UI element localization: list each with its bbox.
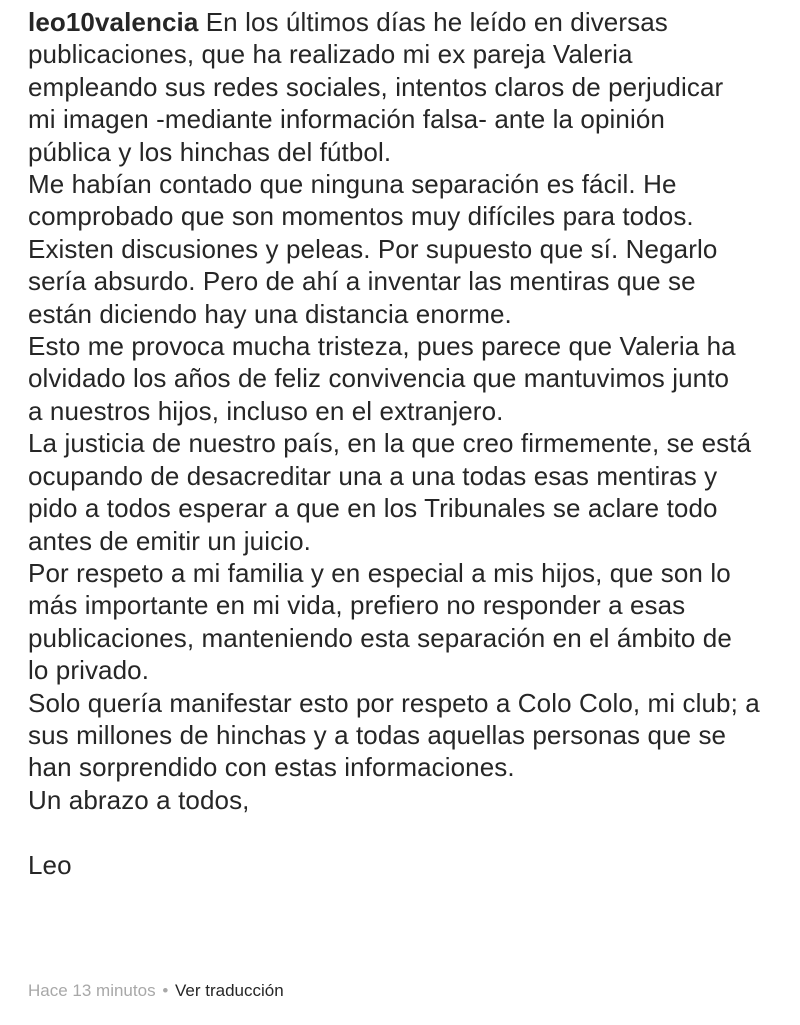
caption-text-line: Solo quería manifestar esto por respeto a Colo Colo, mi club; a (28, 687, 760, 718)
caption-text-line: ocupando de desacreditar una a una todas esas mentiras y (28, 460, 718, 491)
caption-text-line: más importante en mi vida, prefiero no responder a esas (28, 590, 686, 621)
caption-text-line: han sorprendido con estas informaciones. (28, 752, 515, 783)
caption-text-line: Esto me provoca mucha tristeza, pues parece que Valeria ha (28, 331, 736, 362)
caption-text-line: comprobado que son momentos muy difíciles para todos. (28, 201, 694, 232)
caption-text-line: a nuestros hijos, incluso en el extranjero. (28, 395, 504, 426)
post-meta (28, 979, 284, 1003)
caption-text-line: sus millones de hinchas y a todas aquellas personas que se (28, 719, 727, 750)
caption-text-line: Me habían contado que ninguna separación es fácil. He (28, 169, 677, 200)
caption-text-line: Un abrazo a todos, (28, 784, 250, 815)
caption-text-line: olvidado los años de feliz convivencia que mantuvimos junto (28, 363, 730, 394)
caption-text-line: pública y los hinchas del fútbol. (28, 136, 392, 167)
caption-signature: Leo (28, 849, 72, 880)
caption-text-line: están diciendo hay una distancia enorme. (28, 298, 512, 329)
caption-text-line: pido a todos esperar a que en los Tribunales se aclare todo (28, 493, 718, 524)
caption-text-line: publicaciones, que ha realizado mi ex pareja Valeria (28, 39, 633, 70)
caption-blank-line (28, 816, 788, 848)
caption-text-line: antes de emitir un juicio. (28, 525, 311, 556)
see-translation-link[interactable]: Ver traducción (175, 981, 284, 1000)
caption-text-line: La justicia de nuestro país, en la que creo firmemente, se está (28, 428, 752, 459)
caption-text-line: empleando sus redes sociales, intentos claros de perjudicar (28, 71, 724, 102)
caption-text-line: publicaciones, manteniendo esta separación en el ámbito de (28, 622, 732, 653)
post-timestamp: Hace 13 minutos (28, 981, 156, 1000)
caption-first-line (28, 6, 788, 38)
username-link[interactable]: leo10valencia (28, 7, 199, 37)
meta-separator-dot: • (162, 981, 169, 1000)
caption-text-line: Existen discusiones y peleas. Por supuesto que sí. Negarlo (28, 233, 718, 264)
caption-text-line: lo privado. (28, 655, 150, 686)
caption-text-line: Por respeto a mi familia y en especial a mis hijos, que son lo (28, 557, 731, 588)
caption-text-line: sería absurdo. Pero de ahí a inventar las mentiras que se (28, 266, 696, 297)
caption-text-line: mi imagen -mediante información falsa- ante la opinión (28, 104, 665, 135)
caption-text-line: En los últimos días he leído en diversas (198, 7, 668, 37)
post-caption (28, 6, 788, 881)
